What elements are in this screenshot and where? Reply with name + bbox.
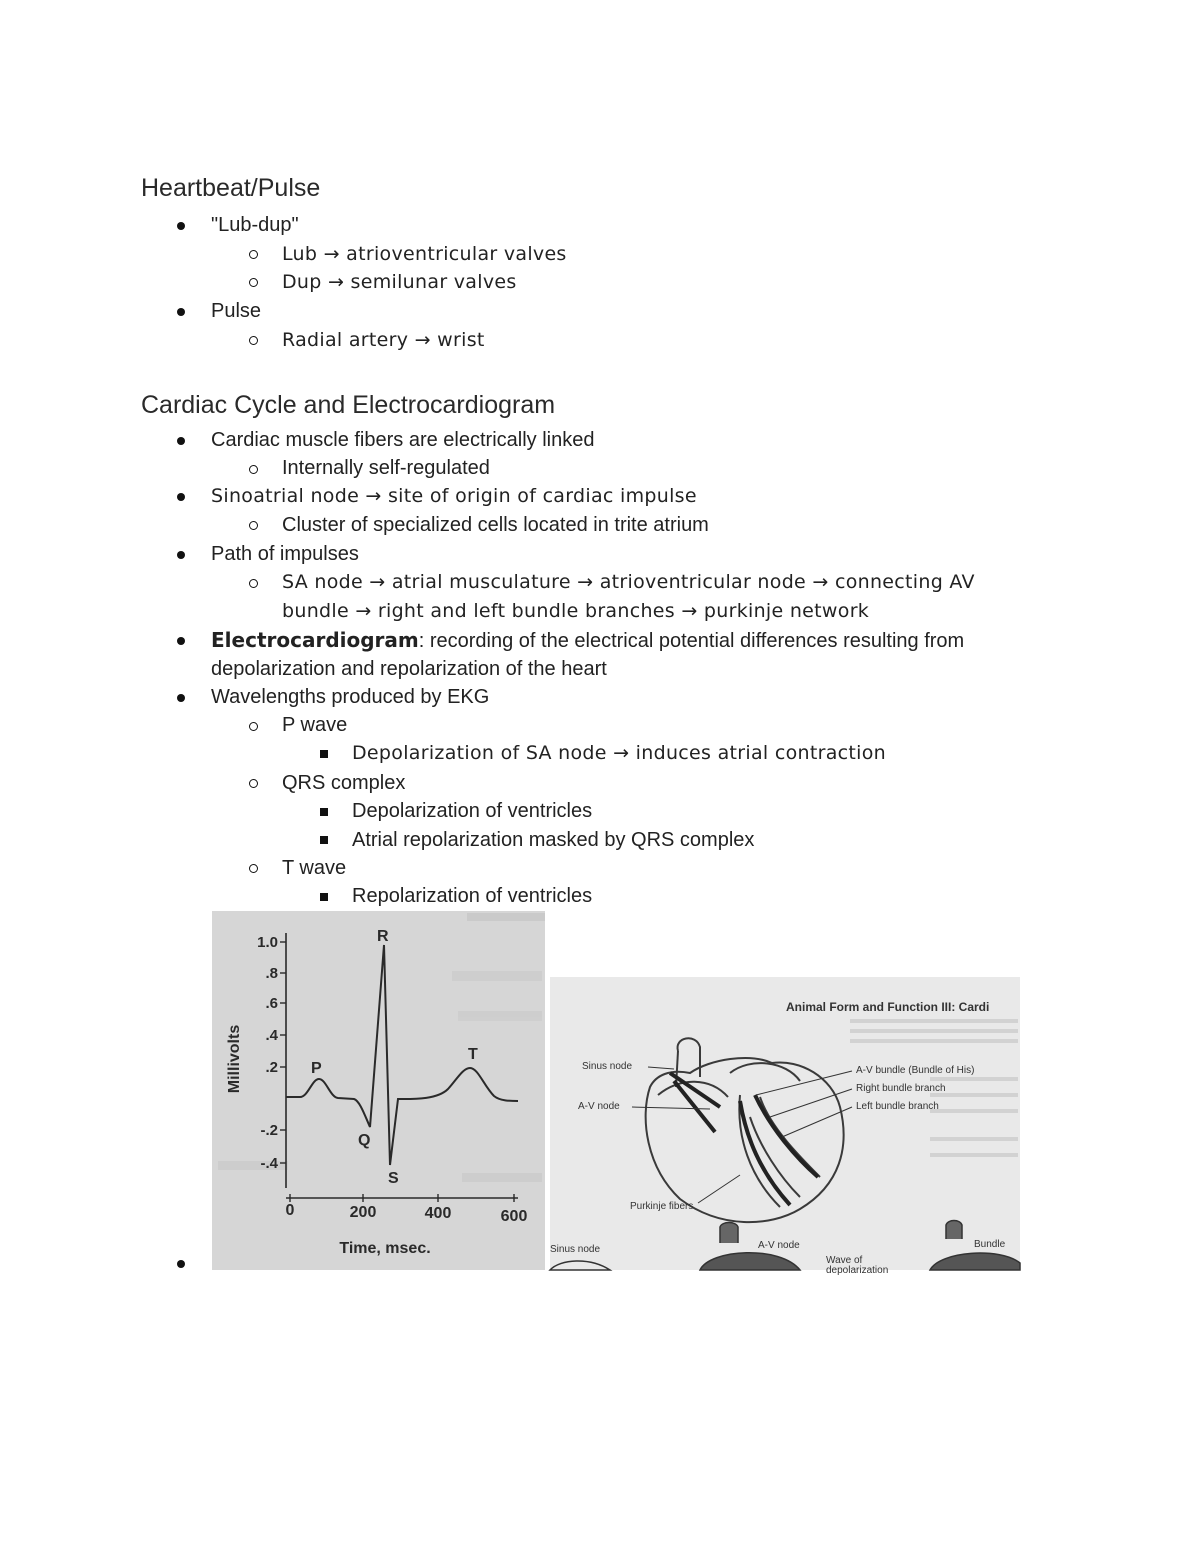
bullet-square xyxy=(320,893,328,901)
y-tick-label: .8 xyxy=(265,965,278,982)
y-tick-label: -.2 xyxy=(260,1122,278,1139)
label-right-bundle-branch: Right bundle branch xyxy=(856,1083,946,1094)
list-item: T wave xyxy=(282,857,347,879)
wave-label-q: Q xyxy=(358,1132,371,1149)
list-item: Wavelengths produced by EKG xyxy=(211,686,490,708)
bullet-circle xyxy=(249,779,258,788)
list-item-continuation: depolarization and repolarization of the heart xyxy=(211,658,607,680)
label-av-bundle: A-V bundle (Bundle of His) xyxy=(856,1065,975,1076)
x-tick-label: 400 xyxy=(424,1205,452,1222)
bullet-circle xyxy=(249,864,258,873)
bullet-dot xyxy=(177,694,185,702)
list-item: Path of impulses xyxy=(211,543,359,565)
y-tick-label: .2 xyxy=(265,1059,278,1076)
list-item: Radial artery → wrist xyxy=(282,329,485,351)
heart-figure-svg xyxy=(550,977,1020,1276)
list-item: Cluster of specialized cells located in trite atrium xyxy=(282,514,709,536)
list-item: Sinoatrial node → site of origin of cardiac impulse xyxy=(211,485,697,507)
bullet-circle xyxy=(249,250,258,259)
wave-label-s: S xyxy=(388,1170,399,1187)
bullet-square xyxy=(320,750,328,758)
bullet-circle xyxy=(249,278,258,287)
list-item-continuation: bundle → right and left bundle branches → purkinje network xyxy=(282,600,870,622)
list-item: QRS complex xyxy=(282,772,406,794)
list-item: Dup → semilunar valves xyxy=(282,271,517,293)
list-item: P wave xyxy=(282,714,348,736)
x-tick-label: 200 xyxy=(349,1204,377,1221)
label-av-node: A-V node xyxy=(578,1101,620,1112)
bullet-circle xyxy=(249,521,258,530)
wave-label-t: T xyxy=(468,1046,478,1063)
heading-heartbeat-pulse: Heartbeat/Pulse xyxy=(141,174,321,202)
ekg-figure-svg xyxy=(212,911,545,1270)
bullet-circle xyxy=(249,336,258,345)
heading-cardiac-cycle: Cardiac Cycle and Electrocardiogram xyxy=(141,391,556,419)
x-tick-label: 0 xyxy=(285,1202,295,1219)
list-item: Pulse xyxy=(211,300,262,322)
term-electrocardiogram: Electrocardiogram xyxy=(211,628,419,652)
y-tick-label: 1.0 xyxy=(257,934,278,951)
heart-conduction-figure-photo xyxy=(550,977,1020,1276)
list-item: SA node → atrial musculature → atrioventricular node → connecting AV xyxy=(282,571,975,593)
y-axis-label: Millivolts xyxy=(226,1024,243,1094)
bullet-dot xyxy=(177,637,185,645)
bullet-square xyxy=(320,836,328,844)
x-tick-label: 600 xyxy=(500,1208,528,1225)
list-item: Depolarization of ventricles xyxy=(352,800,593,822)
definition-text: : recording of the electrical potential differences resulting from xyxy=(418,630,965,652)
list-item: Depolarization of SA node → induces atrial contraction xyxy=(352,742,886,764)
label-wave-of: Wave of xyxy=(826,1255,863,1266)
x-axis-label: Time, msec. xyxy=(339,1240,431,1257)
label-av-node-bottom: A-V node xyxy=(758,1240,800,1251)
y-tick-label: -.4 xyxy=(260,1155,278,1172)
bullet-circle xyxy=(249,722,258,731)
bullet-circle xyxy=(249,579,258,588)
label-left-bundle-branch: Left bundle branch xyxy=(856,1101,939,1112)
bullet-dot xyxy=(177,308,185,316)
list-item: Internally self-regulated xyxy=(282,457,490,479)
label-sinus-node: Sinus node xyxy=(582,1061,633,1072)
list-item: Repolarization of ventricles xyxy=(352,885,593,907)
y-tick-label: .4 xyxy=(265,1027,278,1044)
label-purkinje-fibers: Purkinje fibers xyxy=(630,1201,694,1212)
bullet-dot xyxy=(177,1260,185,1268)
list-item: Atrial repolarization masked by QRS complex xyxy=(352,829,755,851)
bullet-circle xyxy=(249,465,258,474)
bullet-dot xyxy=(177,222,185,230)
wave-label-p: P xyxy=(311,1060,322,1077)
y-tick-label: .6 xyxy=(265,995,278,1012)
label-bundle: Bundle xyxy=(974,1239,1006,1250)
bullet-square xyxy=(320,808,328,816)
figure-header: Animal Form and Function III: Cardi xyxy=(786,1000,990,1014)
wave-label-r: R xyxy=(377,928,389,945)
label-sinus-node-bottom: Sinus node xyxy=(550,1244,601,1255)
list-item: "Lub-dup" xyxy=(211,214,299,236)
list-item: Lub → atrioventricular valves xyxy=(282,243,567,265)
bullet-dot xyxy=(177,551,185,559)
bullet-dot xyxy=(177,437,185,445)
list-item-electrocardiogram xyxy=(211,626,964,655)
list-item: Cardiac muscle fibers are electrically linked xyxy=(211,429,595,451)
label-depolarization: depolarization xyxy=(826,1265,889,1276)
ekg-figure-photo xyxy=(212,911,545,1270)
bullet-dot xyxy=(177,493,185,501)
